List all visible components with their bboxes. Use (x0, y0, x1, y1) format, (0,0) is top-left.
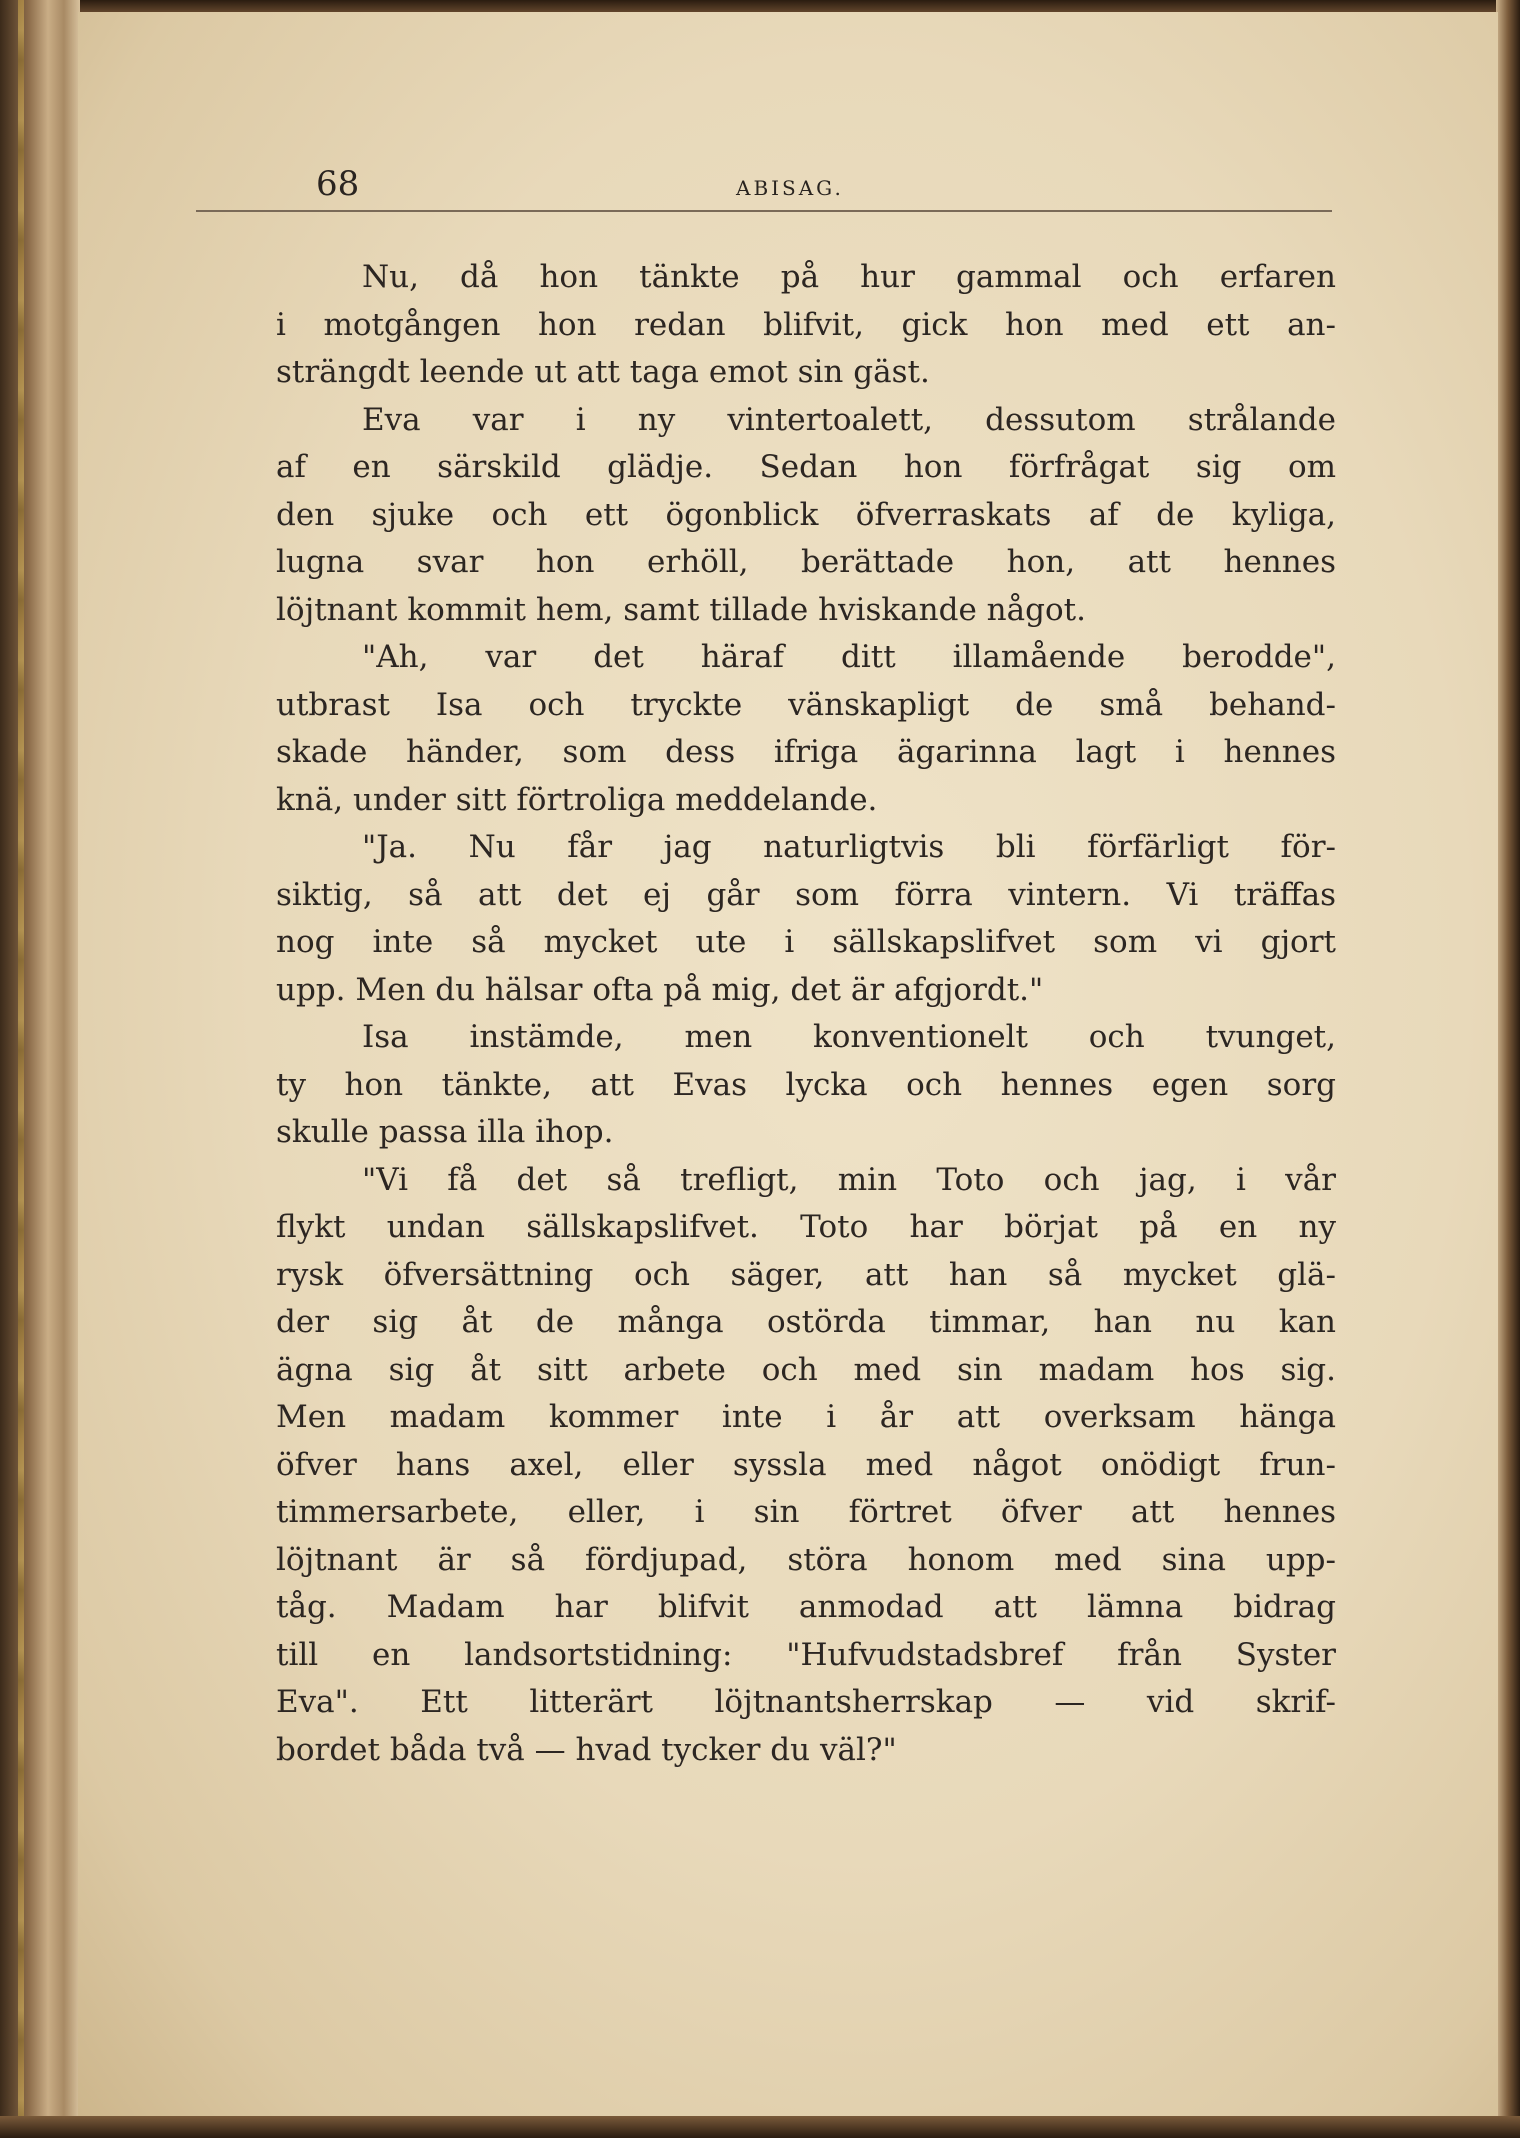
gilt-binding-strip (18, 0, 24, 2138)
page-header (196, 160, 1332, 212)
text-line: utbrast Isa och tryckte vänskapligt de små behand- (276, 686, 1336, 723)
text-line: rysk öfversättning och säger, att han så mycket glä- (276, 1256, 1336, 1293)
text-line: till en landsortstidning: "Hufvudstadsbref från Syster (276, 1636, 1336, 1673)
text-line: skulle passa illa ihop. (276, 1114, 614, 1150)
text-line: löjtnant kommit hem, samt tillade hviskande något. (276, 591, 1086, 628)
text-line: der sig åt de många ostörda timmar, han nu kan (276, 1304, 1336, 1340)
text-line: i motgången hon redan blifvit, gick hon med ett an- (276, 306, 1336, 343)
page-number: 68 (316, 164, 360, 204)
text-line: timmersarbete, eller, i sin förtret öfver att hennes (276, 1494, 1336, 1530)
book-fore-edge (1496, 0, 1520, 2138)
book-bottom-edge (0, 2116, 1520, 2138)
text-line: lugna svar hon erhöll, berättade hon, att hennes (276, 544, 1336, 580)
text-line: den sjuke och ett ögonblick öfverraskats af de kyliga, (276, 496, 1336, 533)
text-line: tåg. Madam har blifvit anmodad att lämna bidrag (276, 1589, 1336, 1625)
book-spine-edge (0, 0, 80, 2138)
text-line: upp. Men du hälsar ofta på mig, det är afgjordt." (276, 971, 1044, 1008)
text-line: nog inte så mycket ute i sällskapslifvet som vi gjort (276, 924, 1336, 960)
text-line: "Ja. Nu får jag naturligtvis bli förfärligt för- (362, 829, 1336, 865)
text-line: flykt undan sällskapslifvet. Toto har börjat på en ny (276, 1209, 1336, 1245)
text-line: ty hon tänkte, att Evas lycka och hennes egen sorg (276, 1066, 1336, 1103)
text-line: Nu, då hon tänkte på hur gammal och erfaren (362, 259, 1336, 295)
text-line: "Ah, var det häraf ditt illamående berodde", (362, 639, 1336, 675)
text-line: bordet båda två — hvad tycker du väl?" (276, 1731, 897, 1768)
text-line: ägna sig åt sitt arbete och med sin madam hos sig. (276, 1351, 1336, 1388)
text-line: knä, under sitt förtroliga meddelande. (276, 781, 878, 818)
text-line: Isa instämde, men konventionelt och tvunget, (362, 1019, 1336, 1055)
body-text (276, 254, 1336, 1774)
text-line: Eva var i ny vintertoalett, dessutom strålande (362, 401, 1336, 438)
text-line: strängdt leende ut att taga emot sin gäst. (276, 354, 930, 390)
text-line: "Vi få det så trefligt, min Toto och jag, i vår (362, 1161, 1336, 1198)
text-line: skade händer, som dess ifriga ägarinna lagt i hennes (276, 734, 1336, 770)
text-line: Men madam kommer inte i år att overksam hänga (276, 1399, 1336, 1435)
text-line: Eva". Ett litterärt löjtnantsherrskap — vid skrif- (276, 1684, 1336, 1720)
text-line: löjtnant är så fördjupad, störa honom med sina upp- (276, 1541, 1336, 1578)
text-line: öfver hans axel, eller syssla med något onödigt frun- (276, 1446, 1336, 1483)
text-line: siktig, så att det ej går som förra vintern. Vi träffas (276, 876, 1336, 913)
running-head: ABISAG. (736, 176, 844, 200)
text-line: af en särskild glädje. Sedan hon förfrågat sig om (276, 449, 1336, 485)
